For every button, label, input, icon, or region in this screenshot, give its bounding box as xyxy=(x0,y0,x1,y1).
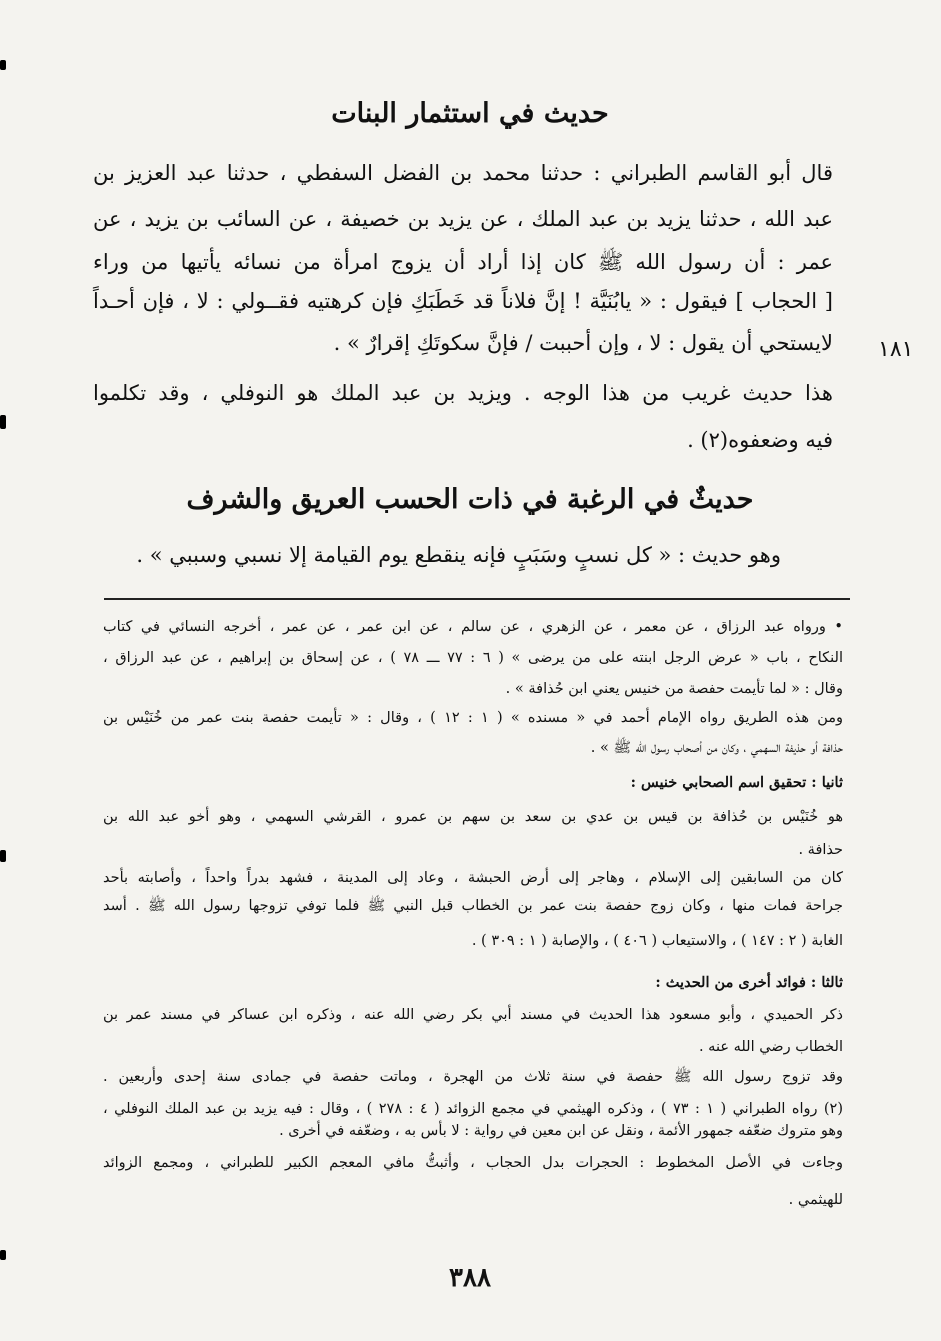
comment-line: هذا حديث غريب من هذا الوجه . ويزيد بن عبد الملك هو النوفلي ، وقد تكلموا xyxy=(93,381,833,405)
text-line: عبد الله ، حدثنا يزيد بن عبد الملك ، عن يزيد بن خصيفة ، عن السائب بن يزيد ، عن xyxy=(93,207,833,231)
footnote-line: للهيثمي . xyxy=(788,1192,843,1208)
footnote-line: هو خُنَيْس بن حُذافة بن قيس بن عدي بن سعد بن سهم بن عمرو ، القرشي السهمي ، وهو أخو عبد الله بن xyxy=(103,809,843,825)
footnote-heading: ثالثا : فوائد أخرى من الحديث : xyxy=(655,974,843,991)
footnote-line: (٢) رواه الطبراني ( ١ : ٧٣ ) ، وذكره الهيثمي في مجمع الزوائد ( ٤ : ٢٧٨ ) ، وقال : فيه يزيد بن عبد الملك النوفلي ، xyxy=(103,1101,844,1117)
footnote-line: النكاح ، باب « عرض الرجل ابنته على من يرضى » ( ٦ : ٧٧ ـــ ٧٨ ) ، عن إسحاق بن إبراهيم ، عن عبد الرزاق ، xyxy=(103,650,843,666)
scan-edge-mark xyxy=(0,850,6,862)
footnote-line: وهو متروك ضعّفه جمهور الأئمة ، ونقل عن ابن معين في رواية : لا بأس به ، وضعّفه في أخرى . xyxy=(279,1123,843,1139)
hadith-line: وهو حديث : « كل نسبٍ وسَبَبٍ فإنه ينقطع يوم القيامة إلا نسبي وسببي » . xyxy=(136,543,781,567)
text-line: قال أبو القاسم الطبراني : حدثنا محمد بن الفضل السفطي ، حدثنا عبد العزيز بن xyxy=(93,161,833,185)
text-line: عمر : أن رسول الله ﷺ كان إذا أراد أن يزوج امرأة من نسائه يأتيها من وراء xyxy=(93,250,833,274)
footnote-line: كان من السابقين إلى الإسلام ، وهاجر إلى أرض الحبشة ، وعاد إلى المدينة ، فشهد بدراً واحداً ، وأصابته بأحد xyxy=(103,870,843,886)
footnote-line: ذكر الحميدي ، وأبو مسعود هذا الحديث في مسند أبي بكر رضي الله عنه ، وذكره ابن عساكر في مسند عمر بن xyxy=(103,1007,843,1023)
section-title-2: حديثٌ في الرغبة في ذات الحسب العريق والشرف xyxy=(186,484,754,515)
scan-edge-mark xyxy=(0,415,6,429)
footnote-line: وجاءت في الأصل المخطوط : الحجرات بدل الحجاب ، وأثبتُّ مافي المعجم الكبير للطبراني ، ومجمع الزوائد xyxy=(103,1155,843,1171)
text-line: [ الحجاب ] فيقول : « يابُنَيَّة ! إنَّ فلاناً قد خَطَبَكِ فإن كرهتيه فقــولي : لا ، فإن أحـداً xyxy=(93,289,833,313)
scan-edge-mark xyxy=(0,60,6,70)
scan-edge-mark xyxy=(0,1250,6,1260)
footnote-line: جراحة فمات منها ، وكان زوج حفصة بنت عمر بن الخطاب قبل النبي ﷺ فلما توفي تزوجها رسول الله ﷺ . أسد xyxy=(103,898,843,914)
footnote-line: حذافة أو حذيفة السهمي ، وكان من أصحاب رسول الله ﷺ » . xyxy=(590,740,843,756)
page-number: ٣٨٨ xyxy=(449,1263,491,1293)
footnote-line: وقد تزوج رسول الله ﷺ حفصة في سنة ثلاث من الهجرة ، وماتت حفصة في جمادى سنة إحدى وأربعين . xyxy=(103,1069,843,1085)
section-title-1: حديث في استثمار البنات xyxy=(331,98,609,129)
footnote-separator xyxy=(104,598,850,600)
footnote-line: الغابة ( ٢ : ١٤٧ ) ، والاستيعاب ( ٤٠٦ ) ، والإصابة ( ١ : ٣٠٩ ) . xyxy=(471,933,843,949)
footnote-line: الخطاب رضي الله عنه . xyxy=(698,1039,843,1055)
footnote-line: ومن هذه الطريق رواه الإمام أحمد في « مسنده » ( ١ : ١٢ ) ، وقال : « تأيمت حفصة بنت عمر من خُنَيْس بن xyxy=(103,710,843,726)
footnote-line: • ورواه عبد الرزاق ، عن معمر ، عن الزهري ، عن سالم ، عن ابن عمر ، عن عمر ، أخرجه النسائي في كتاب xyxy=(103,619,843,635)
footnote-heading: ثانيا : تحقيق اسم الصحابي خنيس : xyxy=(630,774,843,791)
footnote-line: وقال : « لما تأيمت حفصة من خنيس يعني ابن حُذافة » . xyxy=(505,681,843,697)
text-line: لايستحي أن يقول : لا ، وإن أحببت / فإنَّ سكوتَكِ إقرارٌ » . xyxy=(333,331,833,355)
footnote-line: حذافة . xyxy=(798,842,843,858)
comment-line: فيه وضعفوه(٢) . xyxy=(687,428,833,452)
margin-hadith-number: ١٨١ xyxy=(878,337,914,362)
